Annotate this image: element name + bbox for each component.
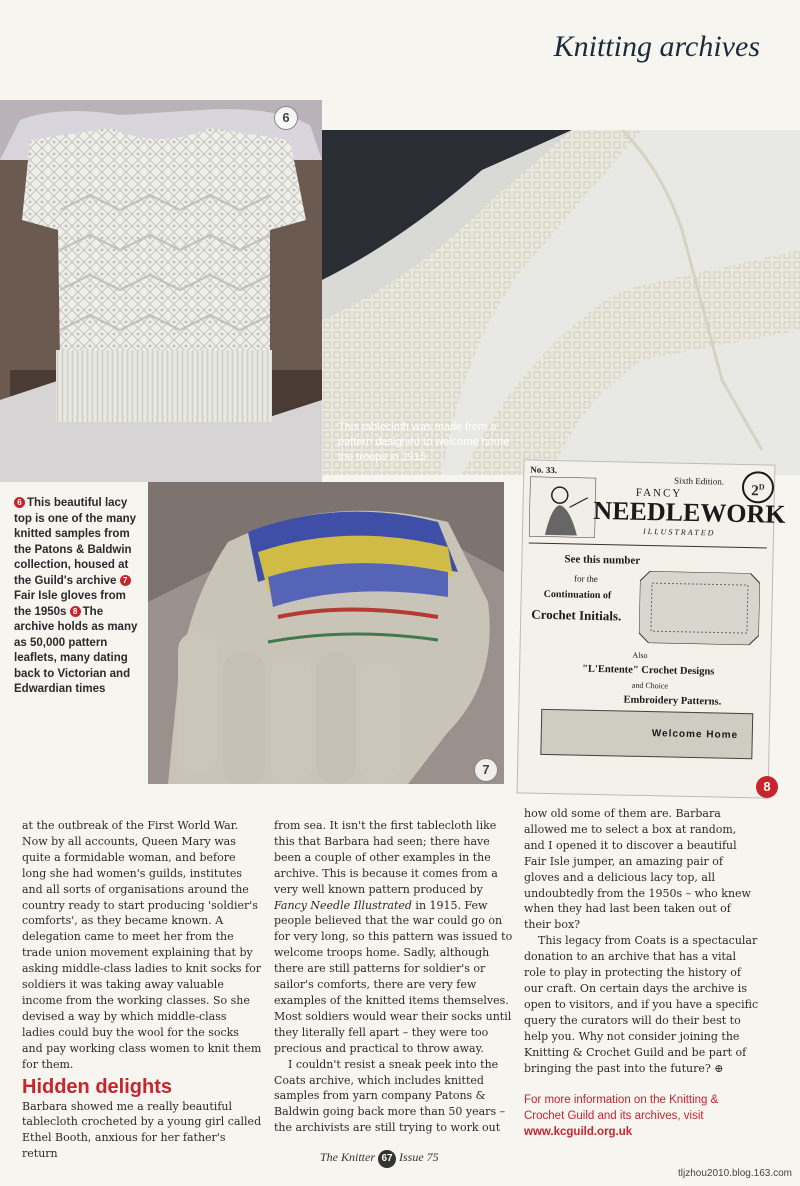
cover-welcome-text: Welcome Home [651,728,739,741]
cover-line-3: Continuation of [543,588,612,602]
article-column-3 [524,806,760,1140]
paragraph: I couldn't resist a sneak peek into the Coats archive, which includes knitted samples from yarn company Patons & Baldwin going back more than 50 years – the archivists are still trying to work out [274,1057,506,1135]
cover-line-5: "L'Entente" Crochet Designs [582,663,715,678]
caption-6-text: This beautiful lacy top is one of the many knitted samples from the Patons & Baldwin collection, housed at the Guild's archive [14,497,137,587]
cover-price-value: 2 [751,483,759,500]
cover-line-1: See this number [564,553,641,567]
page-footer [320,1150,439,1168]
cover-divider [529,543,767,549]
lacy-top-illustration [0,100,322,482]
guild-website-link[interactable]: www.kcguild.org.uk [524,1126,633,1139]
cover-price-sup: D [758,482,765,492]
cover-edition: Sixth Edition. [674,475,725,487]
caption-7-text: Fair Isle gloves from the 1950s [14,590,126,618]
paragraph-text: This legacy from Coats is a spectacular donation to an archive that has a vital role to play in protecting the history of our craft. On certain days the archive is open to visitors, and if you have a specific query the curators will do their best to help you. Why not consider joining the Knitting & Crochet Guild and be part of bringing the past into the future? [524,934,759,1075]
footer-magazine-name: The Knitter [320,1150,376,1164]
cover-line-6: and Choice [631,680,669,691]
section-title: Knitting archives [553,30,760,63]
paragraph-text: from sea. It isn't the first tablecloth like this that Barbara had seen; there have been a couple of other examples in the archive. This is because it comes from a very well known pattern produced by [274,819,498,896]
gloves-illustration [148,482,504,784]
caption-8-number: 8 [70,606,81,617]
paragraph [274,818,514,1057]
photo-8-badge: 8 [756,776,778,798]
article-column-2 [274,818,514,1136]
cover-welcome-panel [540,709,753,759]
photo-captions [14,496,146,698]
crochet-initial-sample-icon [639,571,760,645]
paragraph [524,933,760,1076]
watermark: tljzhou2010.blog.163.com [678,1168,792,1179]
paragraph-text: in 1915. Few people believed that the war could go on for very long, so this pattern was issued to welcome troops home. Sadly, although there are still patterns for soldier's or sailor's comforts, there are very few examples of the knitted items themselves. Most soldiers would wear their socks until they literally fell apart – they were too precious and practical to throw away. [274,898,513,1055]
publication-title: Fancy Needle Illustrated [274,898,412,912]
more-info-text: For more information on the Knitting & Crochet Guild and its archives, visit [524,1094,719,1123]
end-mark-icon: ⊕ [714,1061,724,1075]
cover-lady-illustration-icon [529,477,596,538]
caption-8-text: The archive holds as many as 50,000 pattern leaflets, many dating back to Victorian and Edwardian times [14,605,138,695]
photo-7-badge: 7 [474,758,498,782]
photo-fair-isle-gloves [148,482,504,784]
caption-7-number: 7 [120,575,131,586]
photo-6-badge: 6 [274,106,298,130]
cover-line-2: for the [573,573,598,584]
photo-lacy-top [0,100,322,482]
cover-issue-number: No. 33. [530,464,558,476]
cover-line-7: Embroidery Patterns. [623,694,722,708]
subheading-hidden-delights: Hidden delights [22,1075,172,1098]
footer-page-number: 67 [378,1150,396,1168]
paragraph: Barbara showed me a really beautiful tablecloth crocheted by a young girl called Ethel Booth, anxious for her father's return [22,1099,262,1161]
paragraph: how old some of them are. Barbara allowed me to select a box at random, and I opened it to discover a beautiful Fair Isle jumper, an amazing pair of gloves and a delicious lacy top, all undoubtedly from the 1950s – who knew when they had last been taken out of their box? [524,807,751,932]
paragraph: at the outbreak of the First World War. Now by all accounts, Queen Mary was quite a formidable woman, and before long she had women's guilds, institutes and all sorts of organisations around the country ready to start producing 'soldier's comforts', as they became known. A delegation came to meet her from the trade union movement explaining that by asking middle-class ladies to knit socks for soldiers it was taking away valuable income from the working classes. So she devised a way by which middle-class ladies could buy the wool for the socks and pay working class women to knit them for them. [22,819,262,1071]
footer-issue: Issue 75 [399,1150,439,1164]
cover-also: Also [632,650,648,661]
photo-fancy-needlework-cover [517,459,786,798]
tablecloth-caption: This tablecloth was made from a pattern designed to welcome home the troops in 1915 [338,421,510,463]
cover-title-sub: ILLUSTRATED [642,526,716,538]
article-column-1 [22,818,262,1162]
caption-6-number: 6 [14,497,25,508]
more-info [524,1092,760,1140]
cover-title-top: FANCY [635,486,683,500]
cover-title-main: NEEDLEWORK [593,495,786,529]
cover-line-4: Crochet Initials. [531,606,622,624]
